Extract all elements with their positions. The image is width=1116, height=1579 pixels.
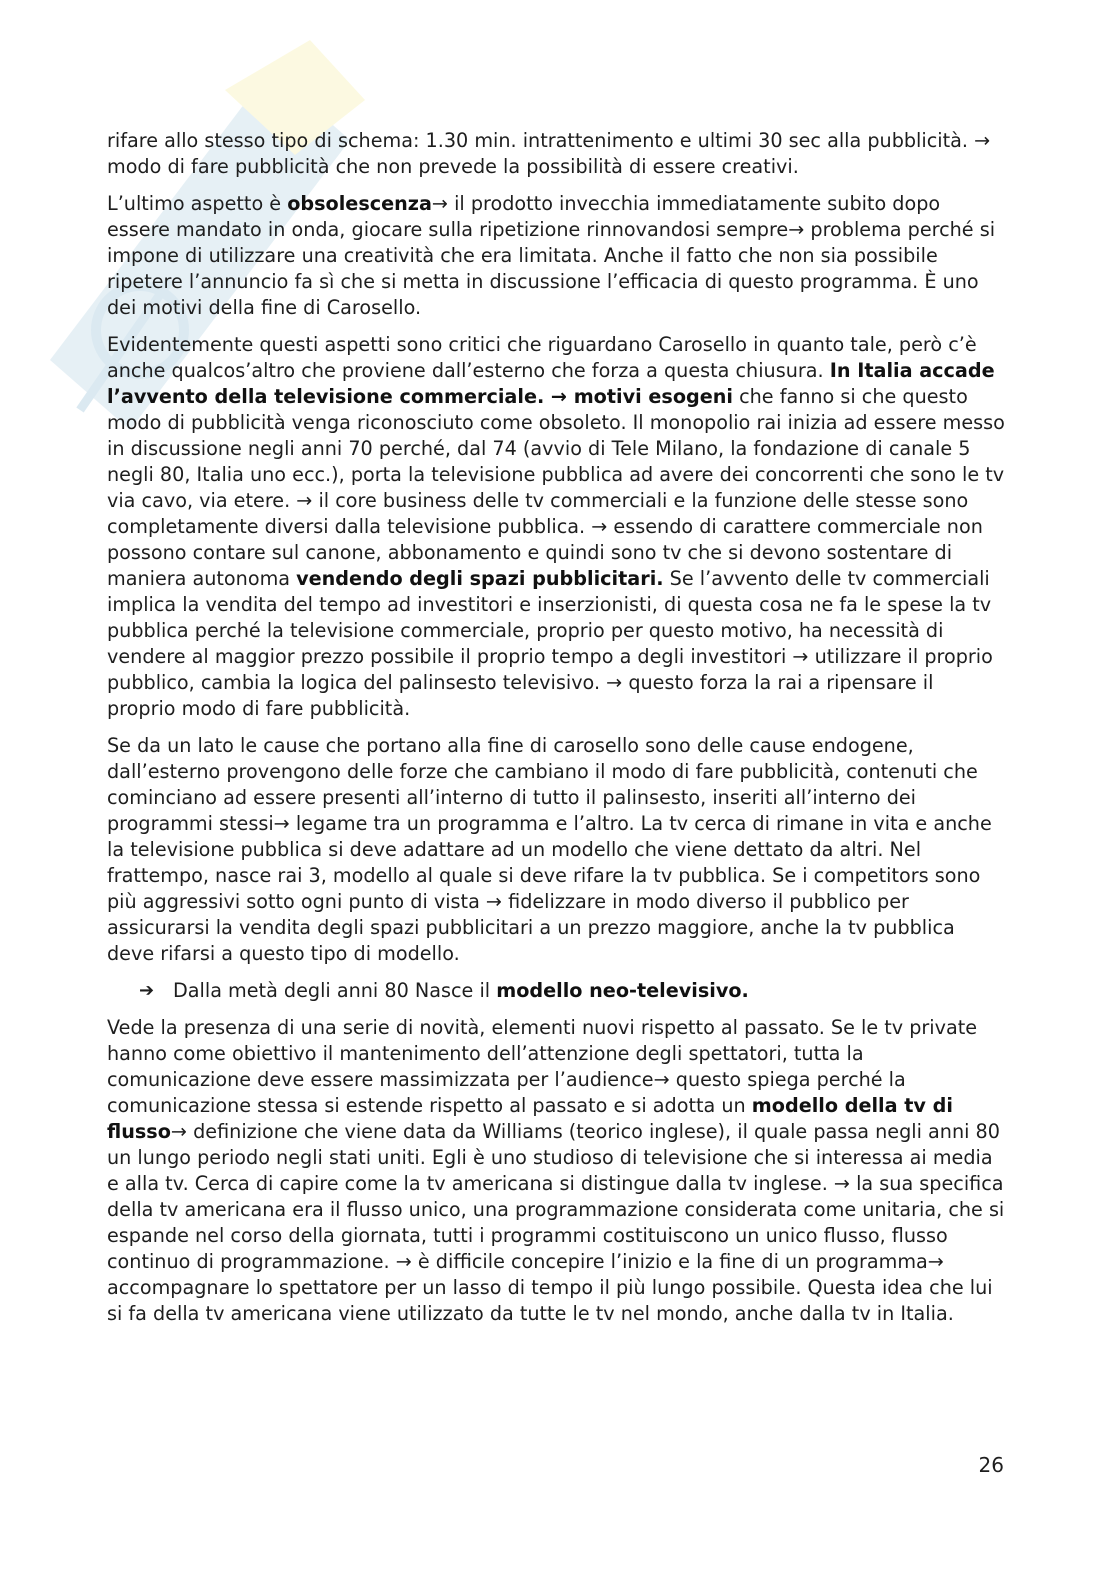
paragraph [107,1015,1007,1327]
document-body [107,128,1007,1338]
text-run: che fanno si che questo modo di pubblicità venga riconosciuto come obsoleto. Il monopolio rai inizia ad essere messo in discussione negli anni 70 perché, dal 74 (avvio di Tele Milano, la fondazione di canale 5 negli 80, Italia uno ecc.), porta la televisione pubblica ad avere dei concorrenti che sono le tv via cavo, via etere. → il core business delle tv commerciali e la funzione delle stesse sono completamente diversi dalla televisione pubblica. → essendo di carattere commerciale non possono contare sul canone, abbonamento e quindi sono tv che si devono sostentare di maniera autonoma [107,385,1005,590]
text-run: → definizione che viene data da Williams (teorico inglese), il quale passa negli anni 80 un lungo periodo negli stati uniti. Egli è uno studioso di televisione che si interessa ai media e alla tv. Cerca di capire come la tv americana si distingue dalla tv inglese. → la sua specifica della tv americana era il flusso unico, una programmazione considerata come unitaria, che si espande nel corso della giornata, tutti i programmi costituiscono un unico flusso, flusso continuo di programmazione. → è difficile concepire l’inizio e la fine di un programma→ accompagnare lo spettatore per un lasso di tempo il più lungo possibile. Questa idea che lui si fa della tv americana viene utilizzato da tutte le tv nel mondo, anche dalla tv in Italia. [107,1120,1005,1325]
bold-text: modello neo-televisivo. [496,979,749,1002]
paragraph [107,191,1007,321]
page-number: 26 [978,1453,1004,1477]
text-run: Evidentemente questi aspetti sono critici che riguardano Carosello in quanto tale, però c’è anche qualcos’altro che proviene dall’esterno che forza a questa chiusura. [107,333,977,382]
paragraph [107,733,1007,967]
text-run: Vede la presenza di una serie di novità, elementi nuovi rispetto al passato. Se le tv private hanno come obiettivo il mantenimento dell’attenzione degli spettatori, tutta la comunicazione deve essere massimizzata per l’audience→ questo spiega perché la comunicazione stessa si estende rispetto al passato e si adotta un [107,1016,978,1117]
text-run: Se da un lato le cause che portano alla fine di carosello sono delle cause endogene, dall’esterno provengono delle forze che cambiano il modo di fare pubblicità, contenuti che cominciano ad essere presenti all’interno di tutto il palinsesto, inseriti all’interno dei programmi stessi→ legame tra un programma e l’altro. La tv cerca di rimane in vita e anche la televisione pubblica si deve adattare ad un modello che viene dettato da altri. Nel frattempo, nasce rai 3, modello al quale si deve rifare la tv pubblica. Se i competitors sono più aggressivi sotto ogni punto di vista → fidelizzare in modo diverso il pubblico per assicurarsi la vendita degli spazi pubblicitari a un prezzo maggiore, anche la tv pubblica deve rifarsi a questo tipo di modello. [107,734,992,965]
bullet-text [173,978,749,1004]
text-run: L’ultimo aspetto è [107,192,288,215]
bold-text: modello della tv di flusso [107,1094,953,1143]
text-run: Se l’avvento delle tv commerciali implica la vendita del tempo ad investitori e inserzionisti, di questa cosa ne fa le spese la tv pubblica perché la televisione commerciale, proprio per questo motivo, ha necessità di vendere al maggior prezzo possibile il proprio tempo a degli investitori → utilizzare il proprio pubblico, cambia la logica del palinsesto televisivo. → questo forza la rai a ripensare il proprio modo di fare pubblicità. [107,567,993,720]
paragraph [107,332,1007,722]
bold-text: In Italia accade l’avvento della televisione commerciale. → motivi esogeni [107,359,995,408]
text-run: rifare allo stesso tipo di schema: 1.30 min. intrattenimento e ultimi 30 sec alla pubblicità. → modo di fare pubblicità che non prevede la possibilità di essere creativi. [107,129,991,178]
arrow-bullet-icon: ➔ [139,980,155,1001]
bullet-item [139,978,1007,1004]
bold-text: obsolescenza [287,192,432,215]
text-run: → il prodotto invecchia immediatamente subito dopo essere mandato in onda, giocare sulla ripetizione rinnovandosi sempre→ problema perché si impone di utilizzare una creatività che era limitata. Anche il fatto che non sia possibile ripetere l’annuncio fa sì che si metta in discussione l’efficacia di questo programma. È uno dei motivi della fine di Carosello. [107,192,996,319]
text-run: Dalla metà degli anni 80 Nasce il [173,979,497,1002]
paragraph [107,128,1007,180]
bold-text: vendendo degli spazi pubblicitari. [296,567,664,590]
